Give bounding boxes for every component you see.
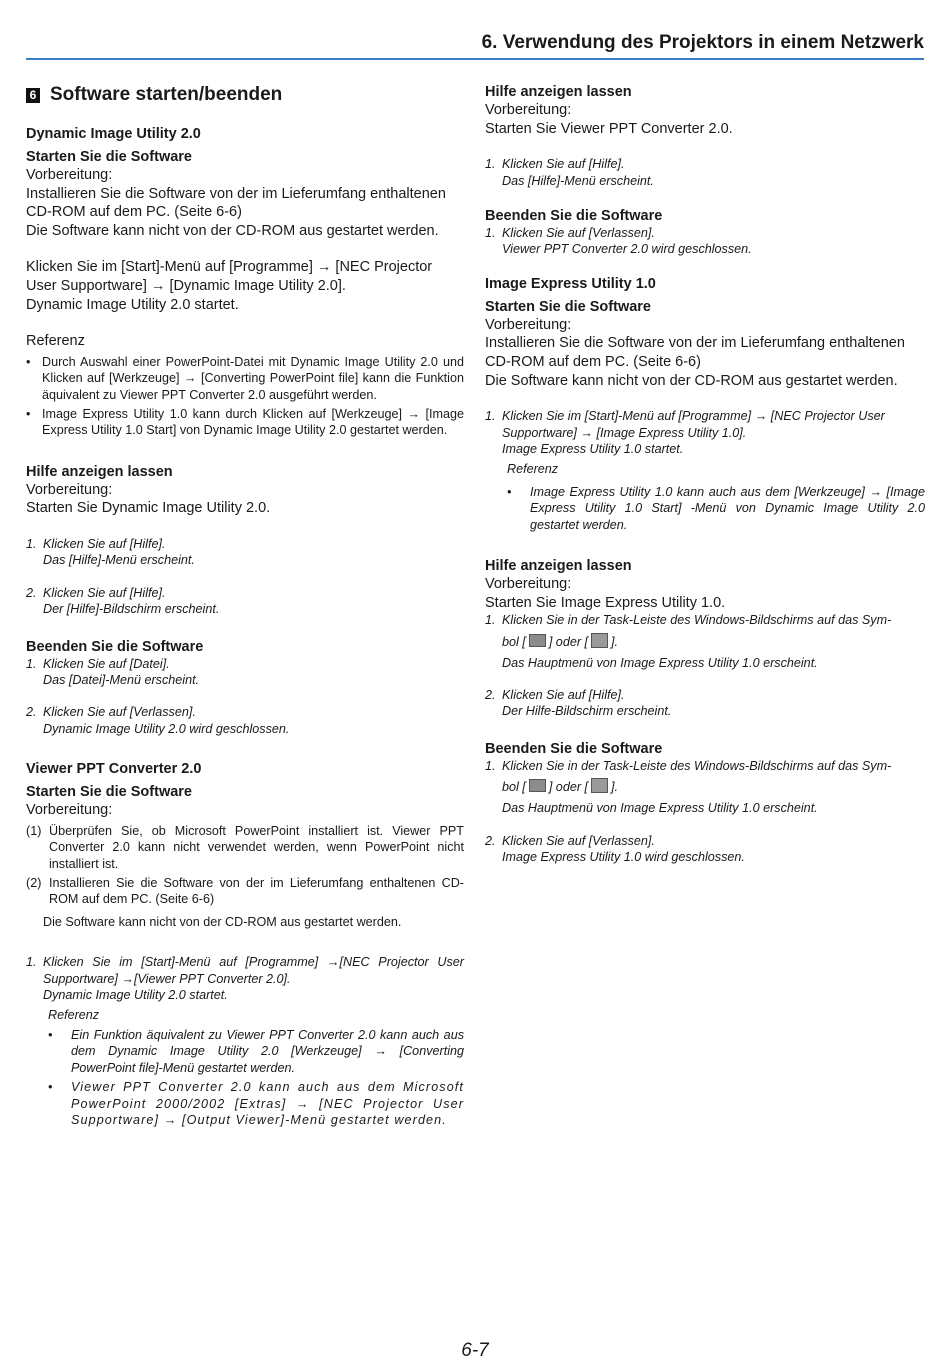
bullet: • — [26, 406, 31, 421]
step-result: Viewer PPT Converter 2.0 wird geschlossen. — [502, 242, 752, 257]
ieu-help-vorbereitung: Vorbereitung: — [485, 576, 572, 593]
diu-help-step — [26, 585, 464, 618]
step-result: Das Hauptmenü von Image Express Utility 1.0 erscheint. — [502, 655, 818, 670]
diu-ref-text: Durch Auswahl einer PowerPoint-Datei mit Dynamic Image Utility 2.0 und Klicken auf [Werkzeuge] → [Converting PowerPoint file] kann die Funktion äquivalent zu Viewer PPT Converter 2.0 ausgeführt werden. — [42, 354, 464, 402]
diu-ref-item — [26, 354, 464, 403]
step-text: Klicken Sie auf [Hilfe]. — [502, 157, 625, 172]
step-text: Klicken Sie auf [Hilfe]. — [43, 585, 166, 600]
ieu-ref-block — [485, 461, 925, 533]
ieu-install-text: Installieren Sie die Software von der im Lieferumfang enthaltenen CD-ROM auf dem PC. (Seite 6-6) — [485, 335, 905, 370]
ieu-help-step — [485, 687, 925, 720]
vppt-ref-item — [48, 1027, 464, 1076]
image-express-tray-icon — [591, 633, 608, 648]
vppt-ref-block — [26, 1007, 464, 1128]
section-title-text: Software starten/beenden — [50, 84, 283, 105]
step-symbol-line — [502, 780, 618, 794]
step-result: Der [Hilfe]-Bildschirm erscheint. — [43, 602, 220, 617]
diu-referenz-label: Referenz — [26, 333, 85, 350]
ieu-ref-item — [507, 484, 925, 533]
step-text: Klicken Sie auf [Verlassen]. — [502, 226, 655, 240]
vppt-start-heading: Starten Sie die Software — [26, 784, 192, 801]
diu-vorbereitung: Vorbereitung: — [26, 167, 113, 183]
diu-end-step — [26, 656, 464, 689]
prep-text: Installieren Sie die Software von der im Lieferumfang enthaltenen CD-ROM auf dem PC. (Seite 6-6) — [49, 876, 464, 907]
step-text: Klicken Sie auf [Datei]. — [43, 656, 170, 671]
ieu-referenz-label: Referenz — [507, 462, 559, 477]
vppt-prep-item — [26, 823, 464, 872]
step-result: Das Hauptmenü von Image Express Utility 1.0 erscheint. — [502, 801, 818, 816]
symbol-suffix: ]. — [611, 634, 619, 649]
bullet: • — [507, 484, 512, 499]
diu-ref-item — [26, 406, 464, 439]
diu-end-step — [26, 704, 464, 737]
step-number: 1. — [485, 226, 496, 240]
prep-number: (2) — [26, 876, 42, 891]
step-result: Der Hilfe-Bildschirm erscheint. — [502, 704, 672, 719]
step-number: 1. — [26, 656, 37, 671]
bullet: • — [26, 354, 31, 369]
ieu-no-cdrom-text: Die Software kann nicht von der CD-ROM aus gestartet werden. — [485, 372, 898, 389]
ieu-help-start-text: Starten Sie Image Express Utility 1.0. — [485, 594, 726, 611]
ieu-end-step — [485, 833, 925, 866]
section-number-badge: 6 — [26, 88, 40, 103]
step-number: 1. — [26, 955, 37, 970]
diu-started-text: Dynamic Image Utility 2.0 startet. — [26, 296, 239, 313]
diu-end-heading: Beenden Sie die Software — [26, 638, 204, 655]
step-number: 1. — [485, 758, 496, 773]
image-express-tray-icon — [591, 778, 608, 793]
step-number: 2. — [485, 833, 496, 848]
symbol-separator: ] oder [ — [548, 780, 589, 795]
step-number: 1. — [485, 613, 496, 628]
step-result: Image Express Utility 1.0 startet. — [502, 442, 684, 456]
step-result: Das [Datei]-Menü erscheint. — [43, 673, 200, 687]
step-number: 1. — [485, 409, 496, 424]
prep-text: Überprüfen Sie, ob Microsoft PowerPoint installiert ist. Viewer PPT Converter 2.0 kann nicht verwendet werden, wenn PowerPoint nicht installiert ist. — [49, 823, 464, 871]
diu-help-vorbereitung: Vorbereitung: — [26, 481, 113, 498]
step-result: Image Express Utility 1.0 wird geschlossen. — [502, 850, 745, 865]
diu-no-cdrom-text: Die Software kann nicht von der CD-ROM aus gestartet werden. — [26, 222, 439, 239]
vppt-end-step — [485, 225, 925, 258]
step-result: Dynamic Image Utility 2.0 startet. — [43, 988, 228, 1003]
ieu-title: Image Express Utility 1.0 — [485, 275, 656, 292]
vppt-ref-text: Viewer PPT Converter 2.0 kann auch aus dem Microsoft PowerPoint 2000/2002 [Extras] → [NEC Projector User Supportware] → [Output Viewer]-Menü gestartet werden. — [71, 1080, 464, 1127]
vppt-help-vorbereitung: Vorbereitung: — [485, 102, 572, 118]
vppt-title: Viewer PPT Converter 2.0 — [26, 761, 202, 778]
symbol-separator: ] oder [ — [548, 634, 589, 649]
symbol-prefix: bol [ — [502, 634, 526, 649]
vppt-ref-item — [48, 1079, 464, 1128]
vppt-start-step — [26, 954, 464, 1003]
left-column — [26, 82, 464, 1128]
prep-number: (1) — [26, 823, 42, 838]
page-number: 6-7 — [461, 1340, 489, 1361]
symbol-prefix: bol [ — [502, 780, 526, 795]
step-text: Klicken Sie im [Start]-Menü auf [Programme] → [NEC Projector User Supportware] → [Image Express Utility 1.0]. — [502, 409, 885, 440]
ieu-help-step — [485, 612, 925, 671]
vppt-ref-text: Ein Funktion äquivalent zu Viewer PPT Converter 2.0 kann auch aus dem Dynamic Image Utility 2.0 [Werkzeuge] → [Converting PowerPoint file]-Menü gestartet werden. — [71, 1027, 464, 1075]
diu-ref-text: Image Express Utility 1.0 kann durch Klicken auf [Werkzeuge] → [Image Express Utility 1.0 Start] von Dynamic Image Utility 2.0 gestartet werden. — [42, 406, 464, 438]
section-title — [26, 84, 464, 106]
diu-help-start-text: Starten Sie Dynamic Image Utility 2.0. — [26, 500, 271, 517]
symbol-suffix: ]. — [611, 780, 619, 795]
bullet: • — [48, 1027, 53, 1042]
step-symbol-line — [502, 635, 618, 649]
step-result: Dynamic Image Utility 2.0 wird geschlossen. — [43, 721, 290, 736]
step-text: Klicken Sie auf [Hilfe]. — [43, 536, 166, 551]
vppt-help-heading: Hilfe anzeigen lassen — [485, 84, 632, 100]
step-number: 2. — [26, 705, 37, 720]
vppt-end-heading: Beenden Sie die Software — [485, 208, 663, 224]
ieu-help-heading: Hilfe anzeigen lassen — [485, 558, 632, 575]
step-number: 1. — [26, 536, 37, 551]
ieu-ref-text: Image Express Utility 1.0 kann auch aus dem [Werkzeuge] → [Image Express Utility 1.0 Start] -Menü von Dynamic Image Utility 2.0 gestartet werden. — [530, 484, 925, 532]
step-text: Klicken Sie in der Task-Leiste des Windows-Bildschirms auf das Sym- — [502, 758, 892, 773]
step-text: Klicken Sie auf [Hilfe]. — [502, 688, 625, 703]
step-number: 1. — [485, 157, 496, 172]
right-column — [485, 83, 925, 865]
page-header: 6. Verwendung des Projektors in einem Netzwerk — [26, 32, 924, 60]
step-number: 2. — [485, 688, 496, 703]
diu-help-step — [26, 536, 464, 569]
ieu-end-step — [485, 758, 925, 817]
projector-tray-icon — [529, 634, 546, 647]
diu-title: Dynamic Image Utility 2.0 — [26, 126, 201, 142]
diu-start-heading: Starten Sie die Software — [26, 149, 192, 165]
diu-click-start-text: Klicken Sie im [Start]-Menü auf [Programme] → [NEC Projector User Supportware] → [Dynamic Image Utility 2.0]. — [26, 259, 433, 294]
vppt-prep-item — [26, 875, 464, 908]
step-number: 2. — [26, 585, 37, 600]
bullet: • — [48, 1080, 53, 1095]
vppt-vorbereitung: Vorbereitung: — [26, 802, 113, 819]
ieu-start-heading: Starten Sie die Software — [485, 298, 651, 315]
vppt-prep-note: Die Software kann nicht von der CD-ROM aus gestartet werden. — [43, 914, 402, 929]
diu-help-heading: Hilfe anzeigen lassen — [26, 463, 173, 480]
step-text: Klicken Sie auf [Verlassen]. — [502, 833, 655, 848]
ieu-end-heading: Beenden Sie die Software — [485, 740, 663, 757]
step-result: Das [Hilfe]-Menü erscheint. — [43, 553, 195, 568]
vppt-help-start-text: Starten Sie Viewer PPT Converter 2.0. — [485, 120, 733, 137]
projector-tray-icon — [529, 779, 546, 792]
ieu-start-step — [485, 408, 925, 457]
vppt-referenz-label: Referenz — [48, 1008, 100, 1023]
step-result: Das [Hilfe]-Menü erscheint. — [502, 173, 654, 188]
step-text: Klicken Sie im [Start]-Menü auf [Programme] →[NEC Projector User Supportware] →[Viewer PPT Converter 2.0]. — [43, 955, 464, 986]
step-text: Klicken Sie auf [Verlassen]. — [43, 705, 196, 720]
ieu-vorbereitung: Vorbereitung: — [485, 316, 572, 333]
diu-install-text: Installieren Sie die Software von der im Lieferumfang enthaltenen CD-ROM auf dem PC. (Seite 6-6) — [26, 185, 446, 221]
vppt-help-step — [485, 156, 925, 189]
step-text: Klicken Sie in der Task-Leiste des Windows-Bildschirms auf das Sym- — [502, 613, 892, 628]
